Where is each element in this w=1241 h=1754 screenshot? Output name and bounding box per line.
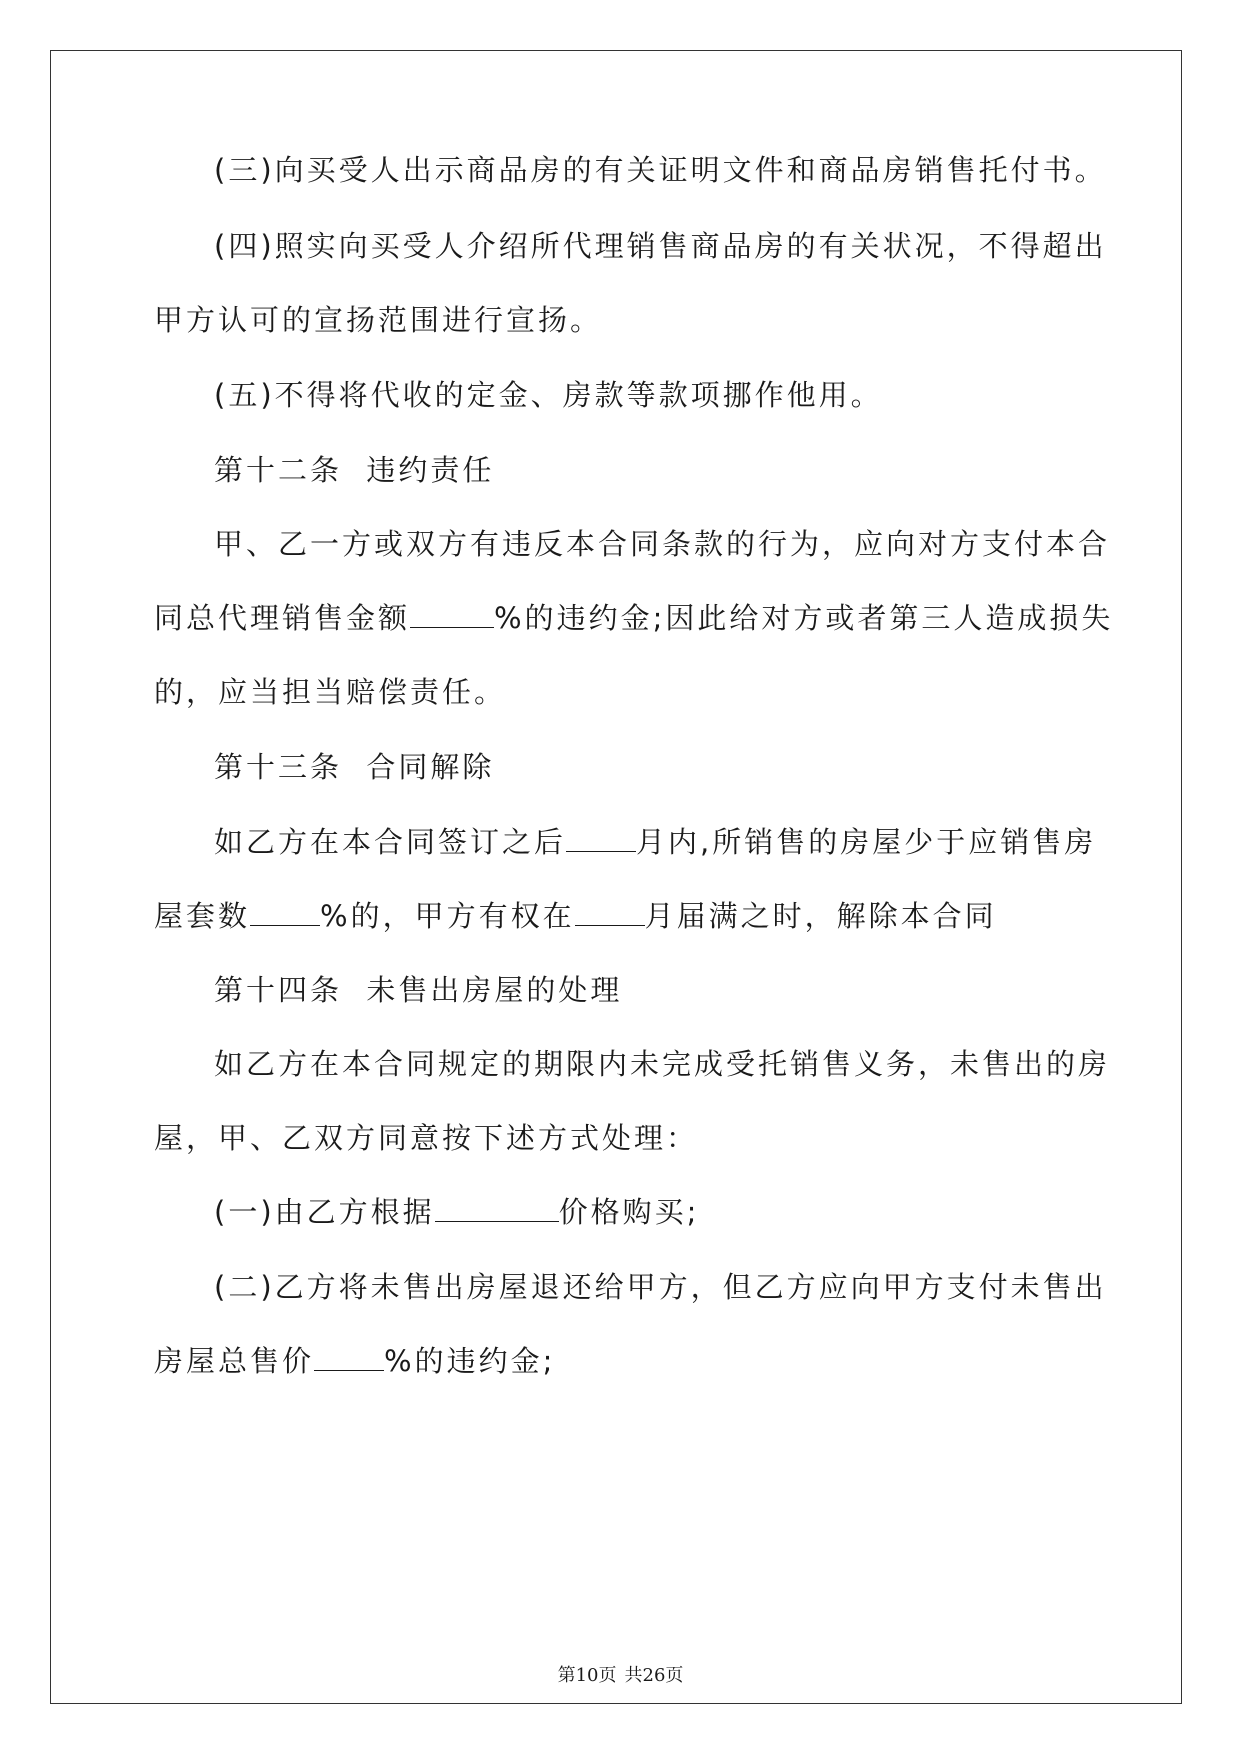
paragraph-text: %的违约金; [384,1344,556,1378]
paragraph-continuation [154,598,1113,638]
paragraph-text: 甲、乙一方或双方有违反本合同条款的行为，应向对方支付本合 [214,527,1111,561]
paragraph-continuation [154,1118,698,1158]
fill-in-blank[interactable] [566,827,636,852]
paragraph-text: 屋套数 [154,899,251,933]
paragraph [214,150,1107,190]
heading-text: 第十四条 未售出房屋的处理 [214,973,623,1007]
article-heading [214,747,494,787]
fill-in-blank[interactable] [575,901,645,926]
fill-in-blank[interactable] [410,603,494,628]
paragraph-continuation [154,1341,555,1381]
page-number: 第10页 [557,1665,617,1686]
page-footer [0,1664,1241,1688]
paragraph-text: (四)照实向买受人介绍所代理销售商品房的有关状况，不得超出 [214,229,1107,263]
paragraph-text: %的违约金;因此给对方或者第三人造成损失 [494,601,1114,635]
heading-text: 第十三条 合同解除 [214,750,495,784]
article-heading [214,450,494,490]
paragraph [214,226,1107,266]
paragraph-continuation [154,300,602,340]
paragraph-text: (三)向买受人出示商品房的有关证明文件和商品房销售托付书。 [214,153,1107,187]
paragraph-text: 甲方认可的宣扬范围进行宣扬。 [154,303,603,337]
paragraph [214,375,883,415]
paragraph-continuation [154,896,997,936]
paragraph-text: (一)由乙方根据 [214,1195,435,1229]
fill-in-blank[interactable] [435,1197,559,1222]
page-total: 共26页 [624,1665,684,1686]
paragraph-text: 价格购买; [558,1195,700,1229]
paragraph-text: (五)不得将代收的定金、房款等款项挪作他用。 [214,378,883,412]
paragraph-text: 同总代理销售金额 [154,601,411,635]
fill-in-blank[interactable] [314,1346,384,1371]
paragraph-text: %的，甲方有权在 [320,899,575,933]
paragraph-text: 屋，甲、乙双方同意按下述方式处理： [154,1121,699,1155]
paragraph-text: 如乙方在本合同签订之后 [214,825,567,859]
paragraph-text: 的，应当担当赔偿责任。 [154,675,507,709]
paragraph [214,524,1110,564]
paragraph [214,1044,1110,1084]
paragraph [214,1192,699,1232]
paragraph [214,1267,1107,1307]
paragraph-text: 如乙方在本合同规定的期限内未完成受托销售义务，未售出的房 [214,1047,1111,1081]
heading-text: 第十二条 违约责任 [214,453,495,487]
paragraph-text: 月届满之时，解除本合同 [644,899,997,933]
page-border [50,50,1182,1704]
paragraph-continuation [154,672,506,712]
paragraph-text: (二)乙方将未售出房屋退还给甲方，但乙方应向甲方支付未售出 [214,1270,1107,1304]
article-heading [214,970,622,1010]
paragraph-text: 房屋总售价 [154,1344,315,1378]
paragraph [214,822,1096,862]
fill-in-blank[interactable] [250,901,320,926]
paragraph-text: 月内,所销售的房屋少于应销售房 [636,825,1097,859]
